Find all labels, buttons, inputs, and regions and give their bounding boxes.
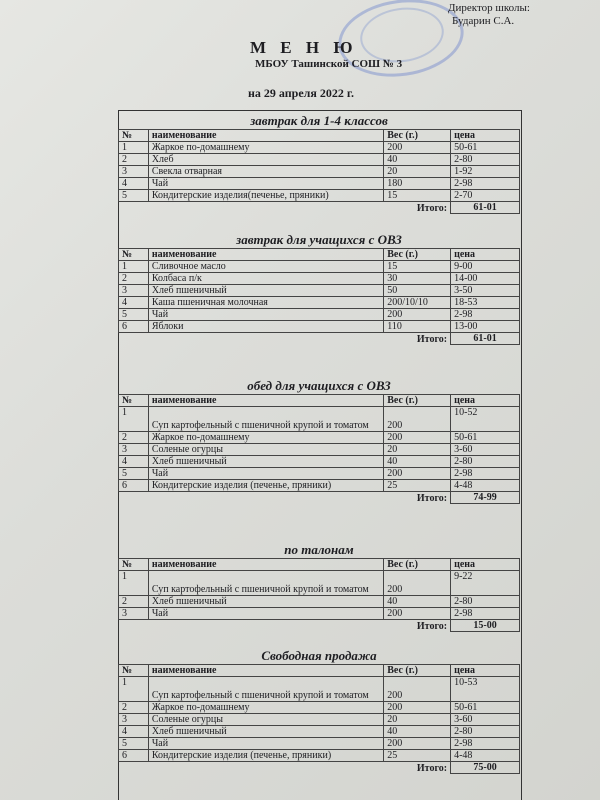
item-weight: 20 [384, 166, 451, 178]
item-name: Сливочное масло [148, 261, 383, 273]
item-weight: 25 [384, 750, 451, 762]
table-row [119, 456, 520, 468]
item-name: Свекла отварная [148, 166, 383, 178]
total-row [119, 333, 520, 345]
table-row [119, 407, 520, 432]
item-weight: 40 [384, 456, 451, 468]
row-number: 2 [119, 596, 149, 608]
item-name: Каша пшеничная молочная [148, 297, 383, 309]
item-price: 3-60 [451, 444, 520, 456]
item-weight: 50 [384, 285, 451, 297]
item-price: 50-61 [451, 142, 520, 154]
row-number: 1 [119, 407, 149, 432]
table-row [119, 154, 520, 166]
item-price: 9-00 [451, 261, 520, 273]
total-label: Итого: [416, 492, 448, 504]
row-number: 1 [119, 261, 149, 273]
item-price: 9-22 [451, 571, 520, 596]
row-number: 4 [119, 297, 149, 309]
menu-date: на 29 апреля 2022 г. [248, 86, 354, 100]
table-row [119, 714, 520, 726]
item-price: 50-61 [451, 702, 520, 714]
row-number: 3 [119, 285, 149, 297]
table-row [119, 432, 520, 444]
table-row [119, 750, 520, 762]
row-number: 6 [119, 321, 149, 333]
item-price: 10-53 [451, 677, 520, 702]
menu-section [118, 542, 520, 632]
item-name: Хлеб пшеничный [148, 285, 383, 297]
item-price: 2-98 [451, 178, 520, 190]
item-name: Хлеб пшеничный [148, 596, 383, 608]
item-weight: 200 [384, 677, 451, 702]
item-price: 2-80 [451, 726, 520, 738]
item-price: 2-80 [451, 596, 520, 608]
table-header-row [119, 559, 520, 571]
item-price: 10-52 [451, 407, 520, 432]
total-value: 61-01 [451, 202, 520, 214]
item-name: Колбаса п/к [148, 273, 383, 285]
row-number: 4 [119, 726, 149, 738]
menu-section [118, 648, 520, 774]
column-header-price: цена [451, 559, 520, 571]
column-header-no: № [119, 665, 149, 677]
item-price: 2-98 [451, 309, 520, 321]
item-price: 13-00 [451, 321, 520, 333]
column-header-price: цена [451, 130, 520, 142]
total-row [119, 492, 520, 504]
item-price: 4-48 [451, 750, 520, 762]
item-name: Чай [148, 468, 383, 480]
item-weight: 200 [384, 702, 451, 714]
total-row [119, 762, 520, 774]
director-name: Бударин С.А. [452, 15, 515, 27]
column-header-name: наименование [148, 665, 383, 677]
table-row [119, 702, 520, 714]
item-weight: 110 [384, 321, 451, 333]
total-label: Итого: [416, 620, 448, 632]
item-weight: 20 [384, 714, 451, 726]
item-name: Жаркое по-домашнему [148, 142, 383, 154]
item-weight: 200 [384, 571, 451, 596]
row-number: 5 [119, 190, 149, 202]
row-number: 2 [119, 432, 149, 444]
total-row [119, 620, 520, 632]
column-header-price: цена [451, 395, 520, 407]
director-signature-block [448, 2, 530, 28]
item-name: Чай [148, 309, 383, 321]
item-price: 1-92 [451, 166, 520, 178]
item-name: Кондитерские изделия(печенье, пряники) [148, 190, 383, 202]
item-name: Суп картофельный с пшеничной крупой и томатом [148, 407, 383, 432]
menu-table [118, 558, 520, 632]
table-row [119, 608, 520, 620]
item-price: 3-60 [451, 714, 520, 726]
item-weight: 200 [384, 608, 451, 620]
table-header-row [119, 395, 520, 407]
column-header-name: наименование [148, 395, 383, 407]
table-header-row [119, 665, 520, 677]
item-name: Яблоки [148, 321, 383, 333]
column-header-no: № [119, 130, 149, 142]
item-weight: 180 [384, 178, 451, 190]
section-title: завтрак для 1-4 классов [250, 113, 388, 128]
item-name: Чай [148, 738, 383, 750]
table-row [119, 480, 520, 492]
item-price: 14-00 [451, 273, 520, 285]
item-price: 2-80 [451, 456, 520, 468]
total-value: 74-99 [451, 492, 520, 504]
total-label: Итого: [416, 333, 448, 345]
item-price: 50-61 [451, 432, 520, 444]
row-number: 2 [119, 273, 149, 285]
column-header-name: наименование [148, 130, 383, 142]
row-number: 3 [119, 166, 149, 178]
item-name: Суп картофельный с пшеничной крупой и томатом [148, 571, 383, 596]
column-header-no: № [119, 395, 149, 407]
director-title: Директор школы: [448, 2, 530, 14]
table-row [119, 285, 520, 297]
column-header-name: наименование [148, 249, 383, 261]
row-number: 4 [119, 178, 149, 190]
table-row [119, 297, 520, 309]
item-weight: 15 [384, 190, 451, 202]
menu-table [118, 664, 520, 774]
table-row [119, 142, 520, 154]
item-price: 4-48 [451, 480, 520, 492]
item-name: Суп картофельный с пшеничной крупой и томатом [148, 677, 383, 702]
table-row [119, 273, 520, 285]
item-price: 2-80 [451, 154, 520, 166]
table-row [119, 726, 520, 738]
column-header-weight: Вес (г.) [384, 130, 451, 142]
column-header-weight: Вес (г.) [384, 249, 451, 261]
table-row [119, 190, 520, 202]
item-name: Соленые огурцы [148, 444, 383, 456]
row-number: 1 [119, 677, 149, 702]
menu-table [118, 394, 520, 504]
item-weight: 25 [384, 480, 451, 492]
item-price: 2-98 [451, 468, 520, 480]
column-header-weight: Вес (г.) [384, 559, 451, 571]
section-title: обед для учащихся с ОВЗ [247, 378, 391, 393]
column-header-weight: Вес (г.) [384, 665, 451, 677]
row-number: 5 [119, 309, 149, 321]
item-weight: 30 [384, 273, 451, 285]
table-row [119, 677, 520, 702]
table-header-row [119, 249, 520, 261]
total-label: Итого: [416, 762, 448, 774]
menu-table [118, 248, 520, 345]
table-row [119, 309, 520, 321]
table-row [119, 321, 520, 333]
table-row [119, 261, 520, 273]
row-number: 2 [119, 702, 149, 714]
item-name: Хлеб [148, 154, 383, 166]
item-name: Кондитерские изделия (печенье, пряники) [148, 750, 383, 762]
table-row [119, 444, 520, 456]
total-value: 75-00 [451, 762, 520, 774]
column-header-no: № [119, 249, 149, 261]
item-weight: 200 [384, 142, 451, 154]
row-number: 5 [119, 738, 149, 750]
item-price: 2-98 [451, 738, 520, 750]
total-label: Итого: [416, 202, 448, 214]
item-name: Соленые огурцы [148, 714, 383, 726]
row-number: 2 [119, 154, 149, 166]
item-name: Жаркое по-домашнему [148, 702, 383, 714]
item-name: Хлеб пшеничный [148, 726, 383, 738]
total-value: 15-00 [451, 620, 520, 632]
item-weight: 200 [384, 468, 451, 480]
column-header-no: № [119, 559, 149, 571]
row-number: 3 [119, 608, 149, 620]
column-header-name: наименование [148, 559, 383, 571]
row-number: 6 [119, 750, 149, 762]
column-header-price: цена [451, 665, 520, 677]
item-name: Чай [148, 608, 383, 620]
menu-section [118, 378, 520, 504]
total-row [119, 202, 520, 214]
section-title: по талонам [284, 542, 354, 557]
item-weight: 200 [384, 309, 451, 321]
section-title: Свободная продажа [261, 648, 377, 663]
item-price: 3-50 [451, 285, 520, 297]
row-number: 5 [119, 468, 149, 480]
table-row [119, 468, 520, 480]
column-header-price: цена [451, 249, 520, 261]
item-weight: 15 [384, 261, 451, 273]
row-number: 6 [119, 480, 149, 492]
item-name: Жаркое по-домашнему [148, 432, 383, 444]
item-weight: 200/10/10 [384, 297, 451, 309]
item-weight: 200 [384, 407, 451, 432]
item-price: 18-53 [451, 297, 520, 309]
row-number: 1 [119, 571, 149, 596]
menu-table [118, 129, 520, 214]
item-price: 2-98 [451, 608, 520, 620]
table-row [119, 166, 520, 178]
item-weight: 40 [384, 154, 451, 166]
table-header-row [119, 130, 520, 142]
table-row [119, 596, 520, 608]
item-name: Чай [148, 178, 383, 190]
table-row [119, 738, 520, 750]
row-number: 4 [119, 456, 149, 468]
row-number: 1 [119, 142, 149, 154]
item-name: Хлеб пшеничный [148, 456, 383, 468]
section-title: завтрак для учащихся с ОВЗ [236, 232, 402, 247]
row-number: 3 [119, 444, 149, 456]
item-price: 2-70 [451, 190, 520, 202]
column-header-weight: Вес (г.) [384, 395, 451, 407]
menu-section [118, 232, 520, 345]
item-name: Кондитерские изделия (печенье, пряники) [148, 480, 383, 492]
school-name: МБОУ Ташинской СОШ № 3 [255, 58, 403, 70]
menu-section [118, 113, 520, 214]
item-weight: 40 [384, 596, 451, 608]
page-title: М Е Н Ю [250, 38, 358, 57]
row-number: 3 [119, 714, 149, 726]
item-weight: 20 [384, 444, 451, 456]
item-weight: 40 [384, 726, 451, 738]
item-weight: 200 [384, 738, 451, 750]
table-row [119, 178, 520, 190]
item-weight: 200 [384, 432, 451, 444]
total-value: 61-01 [451, 333, 520, 345]
table-row [119, 571, 520, 596]
